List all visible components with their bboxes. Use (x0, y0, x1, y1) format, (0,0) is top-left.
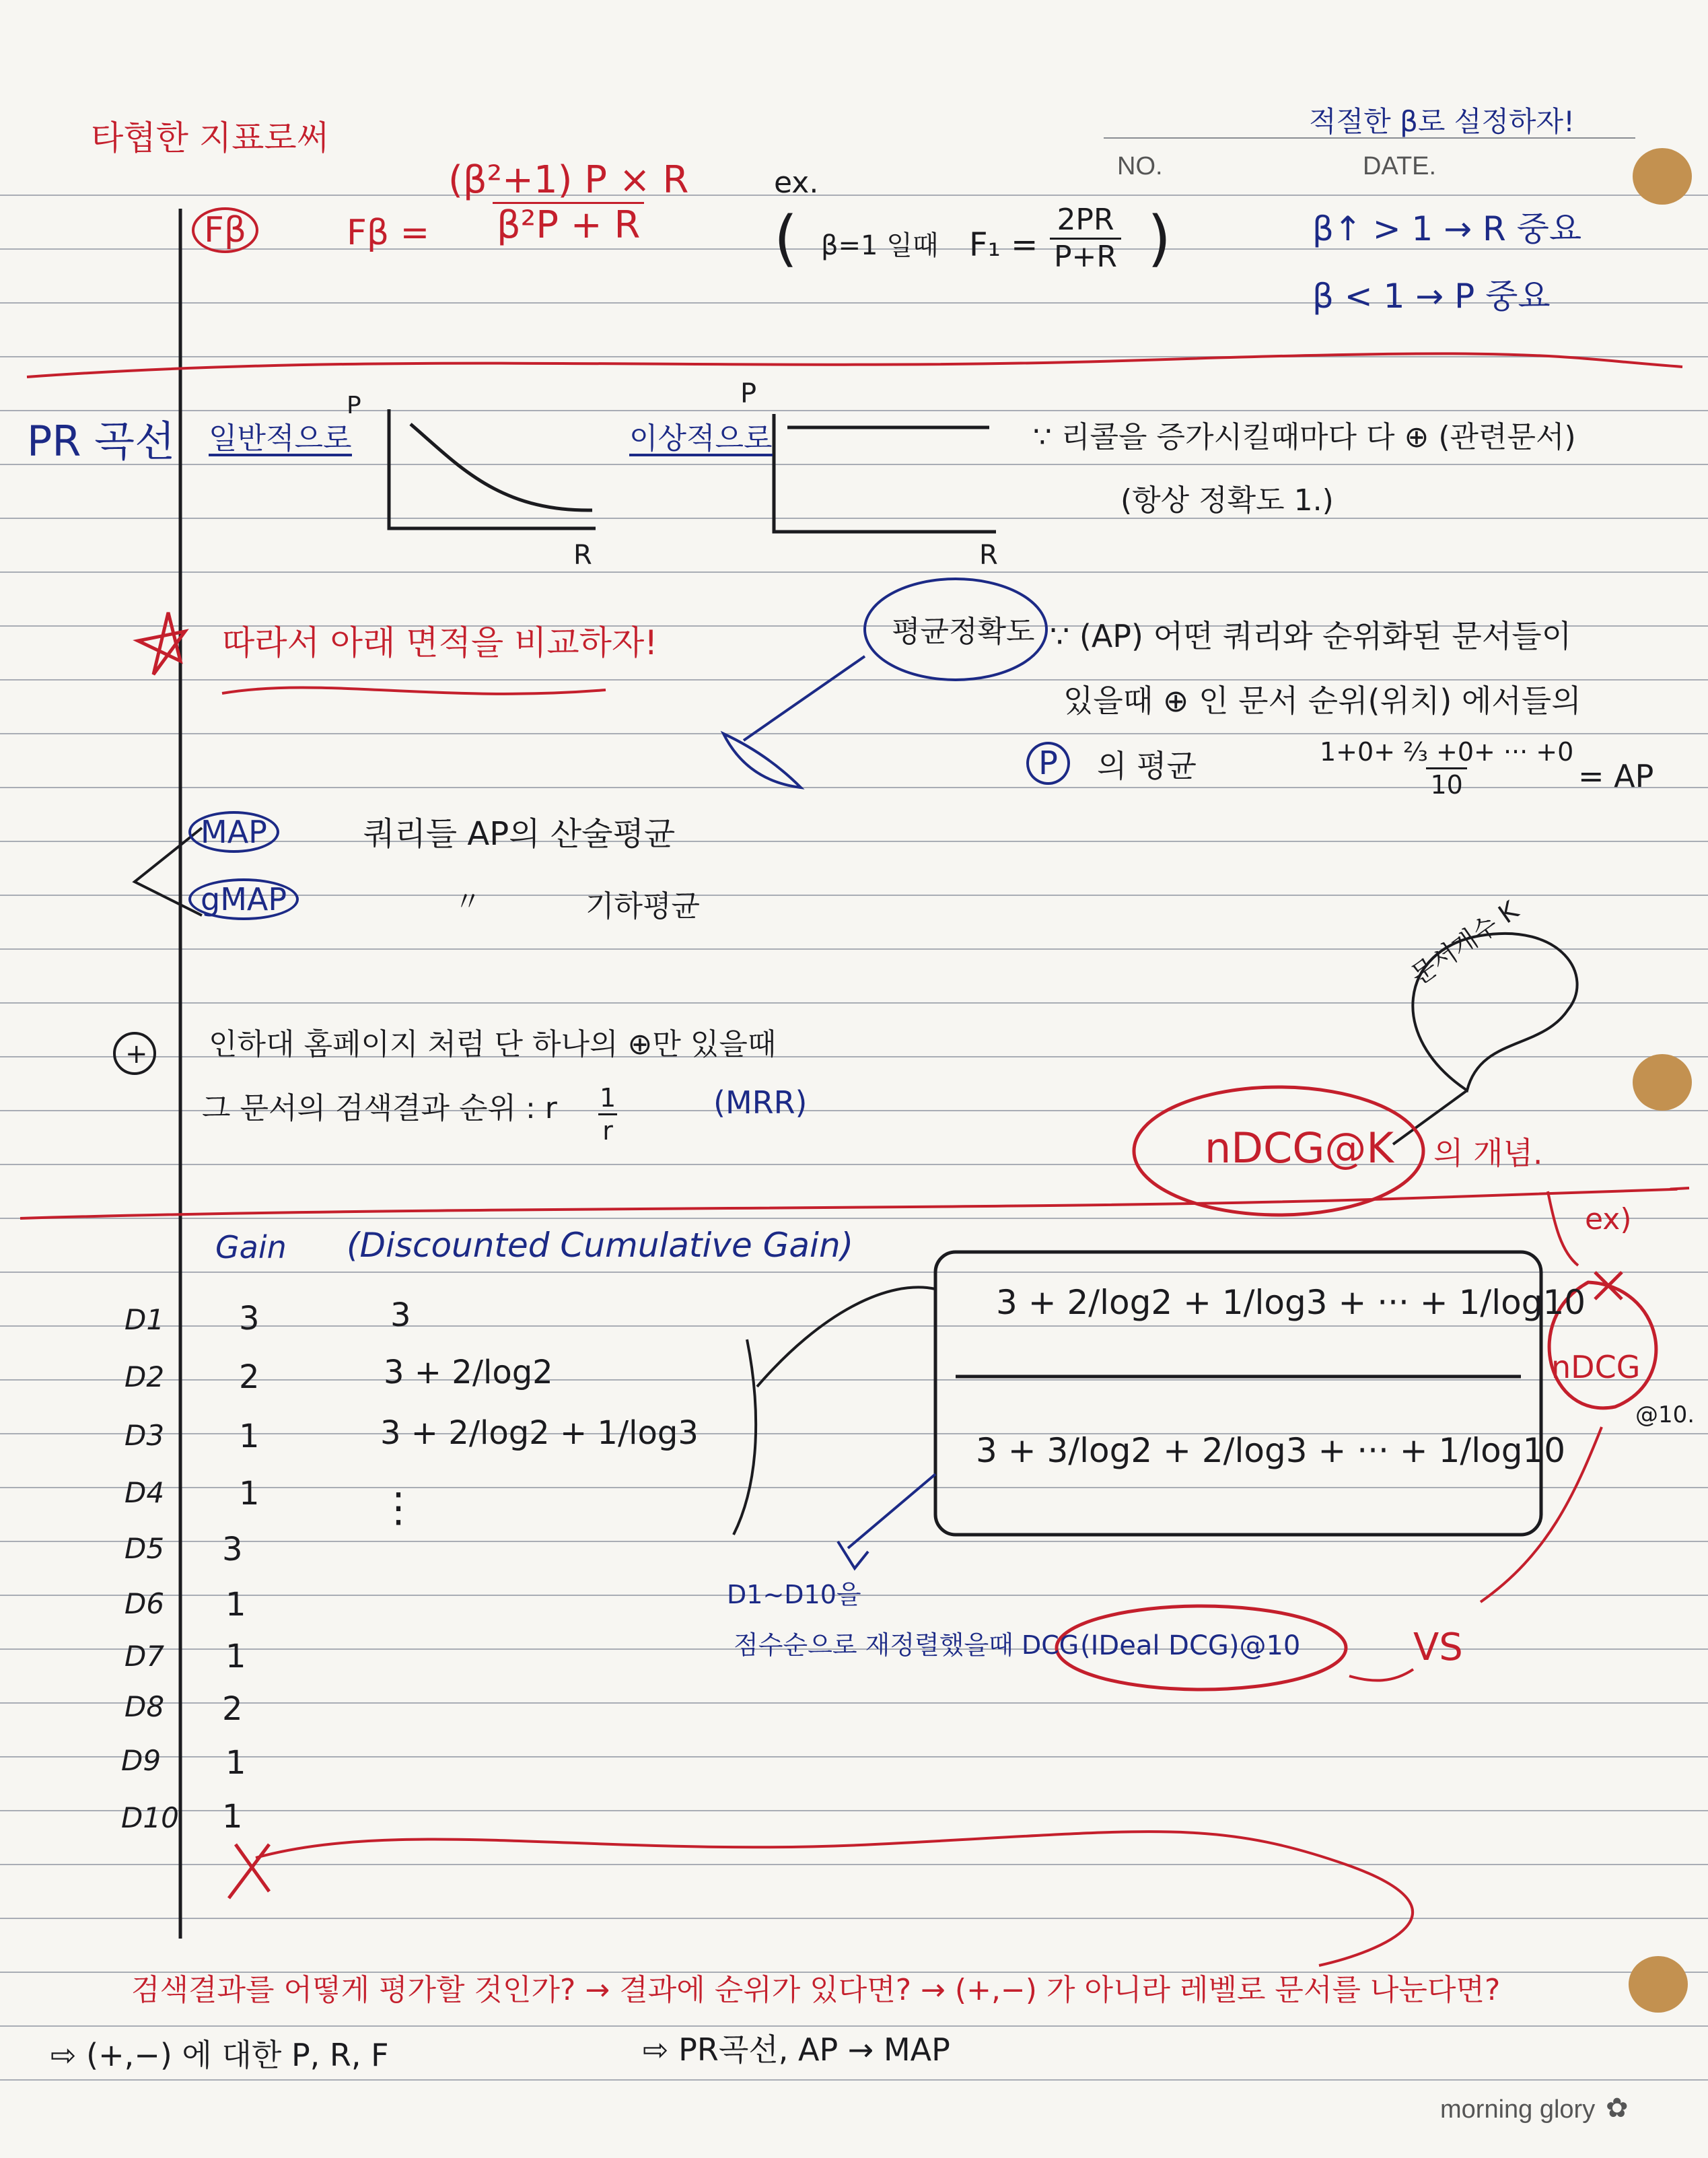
ndcg-box-numerator: 3 + 2/log2 + 1/log3 + ··· + 1/log10 (996, 1283, 1586, 1322)
ex-label: ex. (774, 166, 819, 200)
gmap-text: 기하평균 (585, 889, 701, 924)
ap-line-1: ∵ (AP) 어떤 쿼리와 순위화된 문서들이 (1050, 618, 1572, 654)
f1-denominator: P+R (1050, 238, 1121, 272)
plus-icon: + (125, 1039, 148, 1070)
gain-value: 1 (239, 1475, 260, 1512)
doc-label: D8 (124, 1690, 165, 1723)
gain-value: 1 (225, 1744, 246, 1782)
date-note: 적절한 β로 설정하자! (1309, 105, 1575, 138)
f-beta-lhs: Fβ = (347, 213, 430, 253)
ndcg-circle-sub: @10. (1635, 1401, 1695, 1428)
gmap-label: gMAP (188, 878, 299, 920)
pr-curve-general (389, 409, 596, 528)
mrr-label: (MRR) (713, 1084, 808, 1121)
ap-formula-rhs: = AP (1578, 758, 1654, 794)
gmap-ditto: 〃 (454, 886, 481, 917)
f-beta-fraction (444, 158, 692, 247)
gain-value: 2 (239, 1358, 260, 1396)
doc-label: D4 (124, 1476, 165, 1509)
ap-bubble-text: 평균정확도 (892, 615, 1035, 649)
footer-left: ⇨ (+,−) 에 대한 P, R, F (50, 2037, 389, 2073)
ap-formula-numerator: 1+0+ ⅔ +0+ ··· +0 (1320, 737, 1574, 767)
ndcg-concept-suffix: 의 개념. (1433, 1135, 1543, 1171)
ap-formula-denominator: 10 (1426, 767, 1466, 798)
map-label: MAP (188, 811, 279, 853)
pr-general-axis-r: R (573, 540, 592, 571)
pr-ideal-label: 이상적으로 (629, 421, 773, 456)
f1-lhs: F₁ = (969, 226, 1038, 264)
ap-p-circle: P (1026, 742, 1070, 785)
footer-question: 검색결과를 어떻게 평가할 것인가? → 결과에 순위가 있다면? → (+,−) 가 아니라 레벨로 문서를 나눈다면? (131, 1973, 1501, 2007)
pr-curve-ideal (774, 414, 996, 532)
f1-fraction (1050, 205, 1121, 272)
pr-ideal-axis-r: R (979, 540, 998, 571)
header-no: NO. (1117, 152, 1163, 180)
ex-close-paren: ) (1147, 203, 1172, 274)
dcg-value: ⋮ (378, 1484, 419, 1531)
doc-label: D6 (124, 1587, 165, 1620)
gain-value: 1 (225, 1586, 246, 1624)
ndcg-ex-label: ex) (1585, 1202, 1632, 1237)
mrr-fraction-denominator: r (598, 1113, 617, 1144)
ndcg-box-denominator: 3 + 3/log2 + 2/log3 + ··· + 1/log10 (976, 1431, 1566, 1470)
mrr-line-1: 인하대 홈페이지 처럼 단 하나의 ⊕만 있을때 (209, 1027, 777, 1061)
ndcg-at-k-text: nDCG@K (1205, 1123, 1394, 1173)
compare-area-note: 따라서 아래 면적을 비교하자! (222, 623, 658, 662)
pr-ideal-note-2: (항상 정확도 1.) (1120, 483, 1334, 518)
divider-red-2 (20, 1188, 1689, 1218)
footer-right: ⇨ PR곡선, AP → MAP (643, 2031, 950, 2068)
pr-ideal-note-1: ∵ 리콜을 증가시킬때마다 다 ⊕ (관련문서) (1033, 420, 1576, 454)
dcg-value: 3 (390, 1296, 411, 1334)
gain-header: Gain (215, 1229, 287, 1265)
doc-label: D2 (124, 1360, 165, 1393)
doc-label: D9 (121, 1744, 162, 1777)
doc-label: D1 (124, 1303, 165, 1336)
mrr-line-2: 그 문서의 검색결과 순위 : r (202, 1091, 557, 1125)
brand-logo-text: morning glory (1440, 2095, 1596, 2124)
gain-value: 1 (222, 1798, 243, 1836)
title-note: 타협한 지표로써 (91, 118, 329, 158)
gain-value: 3 (222, 1531, 243, 1568)
ap-formula (1316, 739, 1577, 798)
pr-curve-label: PR 곡선 (27, 417, 175, 466)
map-text: 쿼리들 AP의 산술평균 (363, 815, 676, 853)
dcg-value: 3 + 2/log2 (384, 1354, 553, 1391)
ndcg-circle-label: nDCG (1551, 1349, 1641, 1385)
pr-ideal-axis-p: P (740, 378, 757, 409)
pr-general-axis-p: P (347, 392, 361, 419)
binder-holes (1629, 148, 1692, 2013)
pr-general-label: 일반적으로 (209, 421, 352, 456)
gain-value: 3 (239, 1300, 260, 1337)
gain-value: 1 (239, 1418, 260, 1455)
dcg-header: (Discounted Cumulative Gain) (347, 1226, 854, 1265)
f-beta-numerator: (β²+1) P × R (448, 158, 689, 202)
ex-open-paren: ( (774, 203, 798, 274)
dcg-value: 3 + 2/log2 + 1/log3 (380, 1414, 699, 1452)
doc-label: D7 (124, 1640, 165, 1673)
f1-numerator: 2PR (1057, 203, 1114, 237)
vs-label: VS (1413, 1626, 1463, 1669)
f-beta-denominator: β²P + R (493, 202, 644, 244)
flower-icon: ✿ (1606, 2093, 1629, 2123)
doc-count-text: 문서개수 K (1405, 895, 1524, 991)
mrr-fraction (596, 1085, 620, 1144)
header-date: DATE. (1363, 152, 1437, 180)
doc-label: D10 (121, 1801, 179, 1834)
beta-greater-note: β↑ > 1 → R 중요 (1312, 209, 1582, 248)
ex-text: β=1 일때 (821, 230, 939, 261)
star-icon (138, 613, 185, 674)
mrr-fraction-numerator: 1 (600, 1083, 616, 1113)
idcg-line-2: 점수순으로 재정렬했을때 DCG (734, 1630, 1079, 1660)
gain-value: 1 (225, 1638, 246, 1675)
f-beta-circle: Fβ (192, 207, 258, 253)
ap-line-2: 있을때 ⊕ 인 문서 순위(위치) 에서들의 (1063, 683, 1581, 719)
ap-line-3: 의 평균 (1097, 748, 1197, 784)
doc-label: D3 (124, 1419, 165, 1452)
idcg-line-1: D1~D10을 (727, 1580, 861, 1609)
beta-less-note: β < 1 → P 중요 (1312, 277, 1551, 316)
gain-value: 2 (222, 1690, 243, 1728)
doc-label: D5 (124, 1532, 165, 1565)
idcg-label: (IDeal DCG)@10 (1080, 1630, 1301, 1661)
